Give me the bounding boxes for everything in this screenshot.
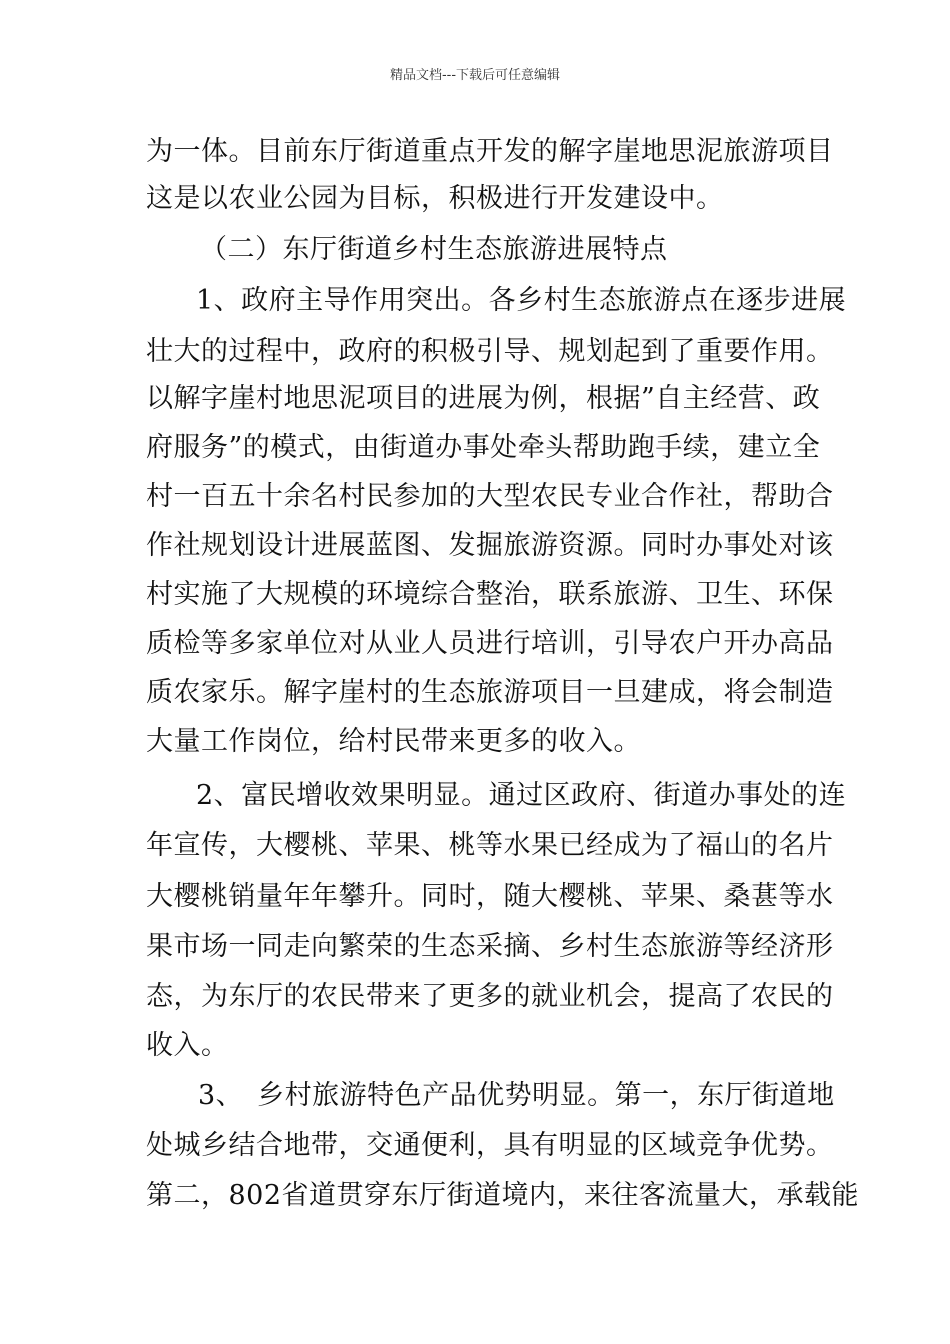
paragraph-line: 2、富民增收效果明显。通过区政府、街道办事处的连 <box>196 780 847 811</box>
paragraph-line: 收入。 <box>146 1030 229 1061</box>
section-heading: （二）东厅街道乡村生态旅游进展特点 <box>200 234 668 265</box>
paragraph-line: 态，为东厅的农民带来了更多的就业机会，提高了农民的 <box>146 981 834 1012</box>
paragraph-line: 这是以农业公园为目标，积极进行开发建设中。 <box>146 183 724 214</box>
paragraph-line: 处城乡结合地带，交通便利，具有明显的区域竞争优势。 <box>146 1130 834 1161</box>
paragraph-line: 村实施了大规模的环境综合整治，联系旅游、卫生、环保 <box>146 579 834 610</box>
paragraph-line: 为一体。目前东厅街道重点开发的解字崖地思泥旅游项目 <box>146 136 834 167</box>
paragraph-line: 年宣传，大樱桃、苹果、桃等水果已经成为了福山的名片 <box>146 830 834 861</box>
paragraph-line: 壮大的过程中，政府的积极引导、规划起到了重要作用。 <box>146 336 834 367</box>
paragraph-line: 第二，802省道贯穿东厅街道境内，来往客流量大，承载能 <box>146 1180 860 1211</box>
paragraph-line: 大樱桃销量年年攀升。同时，随大樱桃、苹果、桑葚等水 <box>146 881 834 912</box>
paragraph-line: 大量工作岗位，给村民带来更多的收入。 <box>146 726 641 757</box>
paragraph-line: 村一百五十余名村民参加的大型农民专业合作社，帮助合 <box>146 481 834 512</box>
page-header: 精品文档---下载后可任意编辑 <box>389 68 561 83</box>
paragraph-line: 3、 乡村旅游特色产品优势明显。第一，东厅街道地 <box>198 1080 835 1111</box>
paragraph-line: 作社规划设计进展蓝图、发掘旅游资源。同时办事处对该 <box>146 530 834 561</box>
paragraph-line: 1、政府主导作用突出。各乡村生态旅游点在逐步进展 <box>196 285 847 316</box>
paragraph-line: 以解字崖村地思泥项目的进展为例，根据”自主经营、政 <box>146 383 821 414</box>
paragraph-line: 质检等多家单位对从业人员进行培训，引导农户开办高品 <box>146 628 834 659</box>
paragraph-line: 府服务”的模式，由街道办事处牵头帮助跑手续，建立全 <box>146 432 821 463</box>
paragraph-line: 质农家乐。解字崖村的生态旅游项目一旦建成，将会制造 <box>146 677 834 708</box>
paragraph-line: 果市场一同走向繁荣的生态采摘、乡村生态旅游等经济形 <box>146 931 834 962</box>
